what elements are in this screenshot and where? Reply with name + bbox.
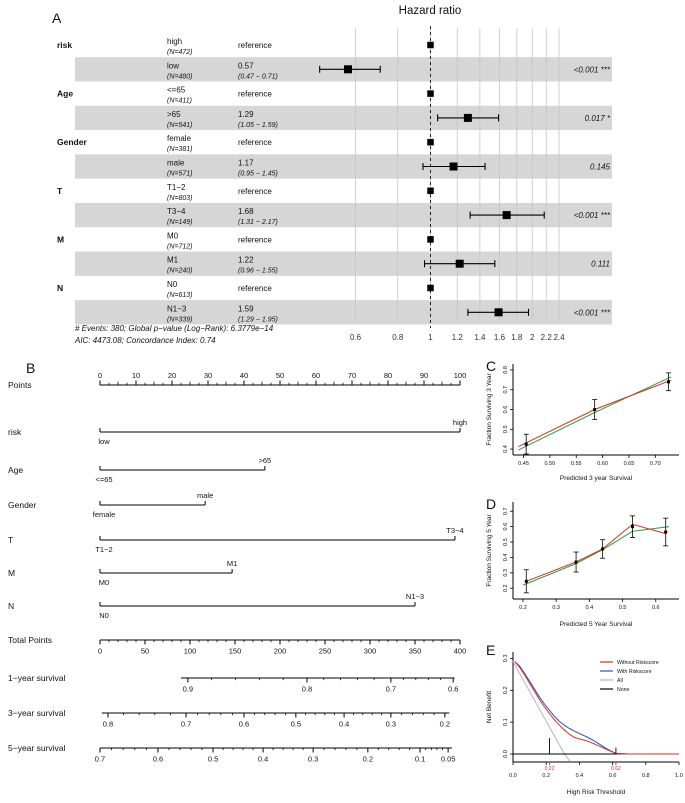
estimate-label: reference — [238, 186, 272, 196]
hr-marker — [427, 236, 434, 243]
n-label: (N=613) — [167, 292, 193, 299]
x-tick-label: 0.5 — [618, 605, 627, 611]
y-tick-label: 0.5 — [503, 425, 509, 434]
y-tick-label: 0.3 — [503, 654, 509, 663]
estimate-label: 1.17 — [238, 158, 254, 168]
n-label: (N=240) — [167, 267, 193, 275]
data-point — [631, 525, 634, 528]
y-tick-label: 0.8 — [503, 366, 509, 374]
tick-label: 0.3 — [385, 719, 397, 729]
y-tick-label: 0.4 — [503, 553, 509, 562]
y-tick-label: 0.5 — [503, 538, 509, 546]
tick-label: 0.2 — [439, 719, 451, 729]
x-axis-label: Predicted 3 year Survival — [559, 475, 633, 482]
row-label: Gender — [8, 500, 37, 510]
row-label: Total Points — [8, 635, 52, 645]
row-label: 1−year survival — [8, 673, 66, 683]
n-label: (N=411) — [167, 97, 192, 105]
x-tick-label: 0.0 — [509, 773, 517, 779]
n-label: (N=541) — [167, 121, 193, 129]
x-tick-label: 0.2 — [542, 773, 551, 779]
tick-label: 0.6 — [447, 684, 459, 694]
range-start-label: female — [92, 510, 116, 519]
tick-label: 40 — [239, 371, 249, 380]
range-end-label: M1 — [226, 559, 238, 568]
y-axis-label: Fraction Surviving 5 Year — [486, 514, 493, 587]
x-tick-label: 0.45 — [518, 461, 529, 467]
row-band — [75, 106, 612, 130]
tick-label: 0.3 — [307, 754, 319, 764]
y-axis-label: Fraction Surviving 3 Year — [486, 373, 493, 446]
data-point — [525, 580, 528, 583]
level-label: N0 — [167, 280, 178, 289]
hr-marker — [427, 90, 434, 97]
legend-label: All — [617, 678, 623, 684]
tick-label: 100 — [453, 371, 467, 380]
estimate-label: reference — [238, 284, 272, 293]
group-label: Age — [57, 88, 74, 99]
level-label: male — [167, 158, 185, 168]
row-label: 5−year survival — [8, 743, 66, 753]
estimate-label: 1.29 — [238, 109, 254, 119]
data-point — [575, 561, 578, 564]
x-tick-label: 0.6 — [349, 333, 362, 342]
row-label: Points — [8, 380, 32, 390]
x-tick-label: 0.55 — [570, 461, 582, 467]
x-tick-label: 2.4 — [553, 333, 565, 342]
x-tick-label: 0.60 — [597, 461, 608, 467]
x-tick-label: 1.0 — [675, 773, 683, 779]
y-tick-label: 0.7 — [503, 385, 509, 394]
y-tick-label: 0.3 — [503, 568, 509, 577]
y-axis-label: Net Benefit — [486, 690, 493, 724]
panel-b-label: B — [26, 360, 36, 376]
y-tick-label: 0.7 — [503, 507, 509, 516]
calibration-5yr-plot — [480, 496, 685, 644]
tick-label: 0.6 — [152, 754, 164, 764]
row-label: T — [8, 535, 14, 545]
level-label: >65 — [167, 109, 181, 119]
tick-label: 0.6 — [238, 719, 250, 729]
range-start-label: low — [98, 437, 110, 446]
n-label: (N=803) — [167, 194, 193, 202]
threshold-label: 0.62 — [611, 766, 621, 772]
tick-label: 80 — [383, 371, 393, 380]
tick-label: 0.4 — [338, 719, 350, 729]
tick-label: 200 — [273, 646, 287, 656]
y-tick-label: 0.6 — [503, 405, 509, 414]
tick-label: 0.5 — [207, 754, 219, 764]
tick-label: 350 — [408, 646, 422, 656]
tick-label: 0.8 — [102, 719, 114, 729]
group-label: Gender — [57, 137, 87, 148]
hr-marker — [344, 65, 352, 73]
x-tick-label: 0.4 — [575, 773, 584, 779]
range-start-label: <=65 — [95, 475, 113, 484]
n-label: (N=571) — [167, 170, 193, 178]
n-label: (N=149) — [167, 219, 193, 227]
hr-marker — [456, 260, 464, 268]
calibration-3yr-plot — [480, 358, 685, 496]
tick-label: 50 — [275, 371, 285, 380]
x-tick-label: 2.2 — [540, 333, 552, 342]
p-value-label: 0.017 * — [584, 113, 610, 123]
p-value-label: <0.001 *** — [573, 308, 610, 318]
estimate-label: reference — [238, 89, 272, 99]
ci-label: (1.29 − 1.95) — [238, 316, 278, 324]
data-point — [664, 531, 667, 534]
y-tick-label: 0.2 — [503, 686, 509, 695]
tick-label: 300 — [363, 646, 377, 656]
footnote-aic: AIC: 4473.08; Concordance Index: 0.74 — [75, 336, 216, 345]
data-point — [601, 547, 604, 550]
n-label: (N=472) — [167, 49, 193, 56]
tick-label: 0.1 — [414, 754, 426, 764]
x-tick-label: 0.3 — [552, 605, 560, 611]
x-tick-label: 0.2 — [519, 605, 527, 611]
tick-label: 0.4 — [257, 754, 269, 764]
x-tick-label: 0.50 — [544, 461, 556, 467]
ci-label: (0.47 − 0.71) — [238, 73, 278, 81]
tick-label: 70 — [347, 371, 357, 380]
row-label: M — [8, 568, 16, 578]
level-label: T1−2 — [167, 182, 186, 192]
tick-label: 250 — [318, 646, 332, 656]
ci-label: (0.95 − 1.45) — [238, 170, 278, 178]
p-value-label: <0.001 *** — [573, 211, 610, 221]
group-label: N — [57, 283, 64, 293]
forest-plot-hazard-ratio — [0, 0, 685, 355]
tick-label: 400 — [453, 646, 467, 656]
ci-label: (1.05 − 1.59) — [238, 121, 278, 129]
x-tick-label: 1 — [428, 333, 433, 342]
x-tick-label: 0.70 — [649, 461, 661, 467]
level-label: M0 — [167, 231, 179, 241]
range-end-label: N1−3 — [405, 592, 425, 601]
level-label: N1−3 — [167, 304, 187, 314]
tick-label: 20 — [167, 371, 177, 380]
tick-label: 60 — [311, 371, 321, 380]
tick-label: 0.05 — [440, 754, 456, 764]
x-tick-label: 1.8 — [511, 333, 523, 342]
range-start-label: N0 — [99, 611, 109, 620]
hr-marker — [464, 114, 472, 122]
hr-marker — [427, 285, 434, 292]
level-label: T3−4 — [167, 207, 186, 217]
estimate-label: reference — [238, 235, 272, 245]
hr-marker — [427, 188, 434, 195]
level-label: female — [167, 134, 192, 144]
data-point — [525, 443, 528, 446]
row-label: 3−year survival — [8, 708, 66, 718]
range-end-label: high — [452, 418, 468, 427]
tick-label: 0 — [97, 371, 103, 380]
tick-label: 0.2 — [362, 754, 374, 764]
series-all — [513, 662, 570, 762]
tick-label: 0.5 — [290, 719, 302, 729]
estimate-label: 1.68 — [238, 207, 254, 217]
ci-label: (1.31 − 2.17) — [238, 219, 278, 227]
y-tick-label: 0.2 — [503, 584, 509, 593]
range-end-label: male — [196, 491, 214, 500]
p-value-label: <0.001 *** — [573, 65, 610, 75]
hr-marker — [427, 139, 434, 146]
y-tick-label: 0.6 — [503, 522, 509, 531]
n-label: (N=480) — [167, 73, 193, 81]
legend-label: None — [617, 687, 630, 693]
legend-label: With Riskscore — [617, 669, 652, 675]
tick-label: 0.7 — [180, 719, 192, 729]
x-tick-label: 0.65 — [623, 461, 635, 467]
group-label: T — [57, 185, 63, 196]
x-tick-label: 0.8 — [392, 333, 404, 342]
x-tick-label: 1.4 — [474, 333, 486, 342]
tick-label: 10 — [131, 371, 141, 380]
chart-title: Hazard ratio — [398, 5, 462, 17]
hr-marker — [450, 163, 458, 171]
row-band — [75, 252, 612, 276]
series-apparent — [523, 527, 669, 586]
panel-e-label: E — [486, 642, 496, 658]
level-label: <=65 — [167, 85, 186, 95]
hr-marker — [495, 308, 503, 316]
row-band — [75, 154, 612, 178]
tick-label: 0.8 — [301, 684, 313, 694]
tick-label: 90 — [419, 371, 429, 380]
legend-label: Without Riskscore — [617, 660, 659, 666]
row-label: risk — [8, 427, 22, 437]
x-tick-label: 0.6 — [608, 773, 617, 779]
tick-label: 30 — [203, 371, 213, 380]
y-tick-label: 0.4 — [503, 445, 509, 453]
p-value-label: 0.111 — [591, 259, 610, 269]
tick-label: 0.7 — [94, 754, 106, 764]
n-label: (N=339) — [167, 316, 193, 324]
estimate-label: reference — [238, 138, 272, 148]
tick-label: 0.9 — [182, 684, 194, 694]
level-label: M1 — [167, 255, 179, 265]
range-start-label: T1−2 — [95, 545, 113, 554]
estimate-label: 0.57 — [238, 61, 254, 71]
decision-curve-plot — [480, 644, 685, 803]
x-tick-label: 0.4 — [585, 605, 594, 611]
hr-marker — [503, 211, 511, 219]
estimate-label: reference — [238, 41, 272, 50]
p-value-label: 0.145 — [589, 162, 610, 172]
hr-marker — [427, 42, 434, 49]
x-tick-label: 0.8 — [641, 773, 650, 779]
data-point — [593, 408, 596, 411]
x-tick-label: 2 — [530, 333, 535, 342]
range-end-label: T3−4 — [446, 526, 464, 535]
x-axis-label: Predicted 5 Year Survival — [559, 621, 633, 628]
footnote-events: # Events: 380; Global p−value (Log−Rank): 6.3779e−14 — [75, 324, 274, 333]
threshold-label: 0.22 — [544, 766, 555, 772]
tick-label: 0 — [97, 646, 103, 656]
x-tick-label: 1.2 — [451, 333, 463, 342]
panel-d-label: D — [486, 496, 497, 512]
estimate-label: 1.22 — [238, 255, 254, 265]
group-label: risk — [57, 40, 73, 50]
panel-c-label: C — [486, 358, 497, 374]
series-without-riskscore — [515, 662, 679, 754]
tick-label: 150 — [228, 646, 242, 656]
nomogram-plot — [0, 358, 478, 803]
range-end-label: >65 — [258, 456, 272, 465]
series-with-riskscore — [515, 662, 679, 754]
tick-label: 50 — [140, 646, 150, 656]
x-tick-label: 1.6 — [493, 333, 506, 342]
tick-label: 0.7 — [385, 684, 397, 694]
y-tick-label: 0.0 — [503, 750, 509, 758]
range-start-label: M0 — [98, 578, 110, 587]
y-tick-label: 0.1 — [503, 718, 509, 726]
panel-a-label: A — [52, 10, 62, 26]
n-label: (N=381) — [167, 146, 193, 154]
level-label: low — [167, 61, 180, 71]
row-label: Age — [8, 465, 24, 475]
estimate-label: 1.59 — [238, 304, 254, 314]
group-label: M — [57, 234, 65, 245]
tick-label: 100 — [183, 646, 197, 656]
row-label: N — [8, 601, 15, 611]
level-label: high — [167, 37, 183, 46]
row-band — [75, 300, 612, 324]
n-label: (N=712) — [167, 243, 193, 251]
x-axis-label: High Risk Threshold — [566, 789, 626, 796]
x-tick-label: 0.6 — [651, 605, 660, 611]
ci-label: (0.96 − 1.55) — [238, 267, 278, 275]
data-point — [667, 380, 670, 383]
